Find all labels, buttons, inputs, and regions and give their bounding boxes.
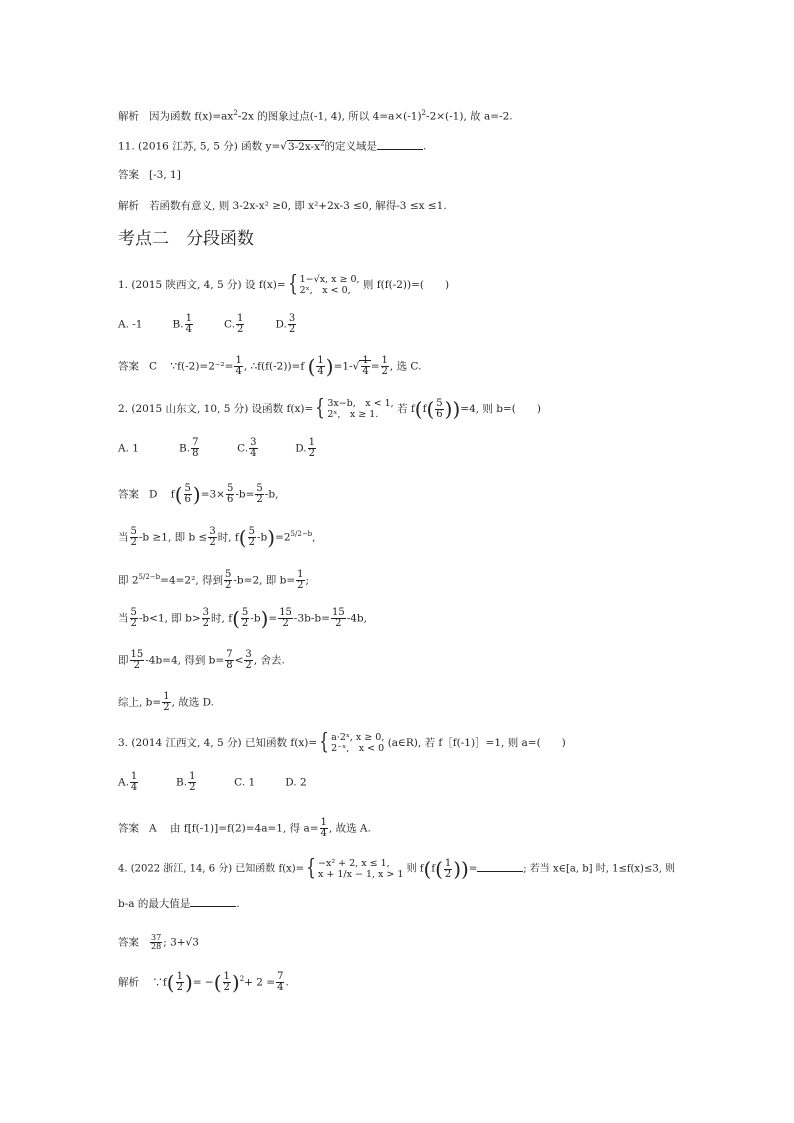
text-s2l4-n2: 7 [226, 649, 233, 660]
text-s2l1-n3: 5 [248, 526, 255, 537]
fraction [308, 438, 316, 459]
paren: ( [238, 525, 247, 550]
text-opt2-Cd: 4 [250, 448, 257, 459]
text-s2l3-b: -b<1, 即 b> [138, 612, 201, 625]
text-sol4-b: = − [192, 976, 214, 989]
text-ans1-lead: 答案 [118, 360, 139, 373]
text-ans4-d: 28 [151, 942, 162, 951]
text-opt3-D: D. 2 [285, 776, 307, 789]
solution-2-conclusion [118, 692, 214, 713]
text-opt2-Dn: 1 [308, 437, 316, 448]
text-s2l1-a: 当 [118, 531, 129, 544]
fraction [191, 438, 199, 459]
fraction [255, 484, 263, 505]
solution-11 [118, 199, 447, 213]
brace-icon: { [315, 396, 326, 421]
text-p0-lead: 解析 [118, 110, 139, 123]
text-q4-c: f [431, 863, 436, 875]
text-ans2-n1: 5 [184, 483, 191, 494]
text-ans3-letter: A [149, 822, 157, 835]
question-3 [118, 732, 566, 754]
text-s2l3-n5: 15 [331, 607, 345, 618]
sqrt-radicand [359, 355, 370, 377]
text-s2l2-sup: 5/2−b [138, 573, 161, 581]
text-ans1-d4: 2 [381, 366, 388, 377]
text-s2l3-c: 时, f [211, 612, 233, 625]
text-q4-b: 则 f [406, 863, 424, 875]
text-s2l2-d: ; [305, 574, 310, 587]
fraction [208, 527, 216, 548]
text-s2l2-n2: 1 [297, 569, 304, 580]
answer-blank [190, 896, 236, 907]
question-2: 2. (2015 山东文, 10, 5 分) 设函数 f(x)={ 3x−b, x < 1, 2ˣ, x ≥ 1. 若 f(f( $\frac{5}{6}$ ))=4, 则 b=( ) [118, 396, 541, 421]
text-q4-c2: x + 1/x − 1, x > 1 [318, 869, 404, 880]
text-s2l4-d1: 2 [133, 660, 141, 671]
text-s2l3-d1: 2 [130, 618, 137, 629]
text-sol4-d1: 2 [176, 982, 183, 993]
fraction [331, 608, 346, 629]
fraction [130, 650, 145, 671]
paren: ( [307, 354, 316, 379]
fraction [188, 772, 196, 793]
solution-previous [118, 106, 513, 124]
text-q11-b: 的定义域是 [324, 140, 378, 153]
text-q11-rad: 3-2x-x [287, 140, 321, 153]
text-sol4-n2: 1 [223, 971, 230, 982]
paren: ) [192, 482, 201, 507]
text-q11-a: 11. (2016 江苏, 5, 5 分) 函数 y= [118, 140, 281, 153]
fraction [226, 484, 234, 505]
options-1 [118, 314, 297, 335]
text-q3-c1: a·2ˣ, x ≥ 0, [331, 732, 385, 743]
text-ans1-d2: 4 [317, 366, 324, 377]
text-q2-d: 6 [436, 408, 443, 420]
text-s2l1-d2: 2 [209, 537, 216, 548]
text-ans1-n4: 1 [381, 355, 388, 366]
text-opt1-Dd: 2 [288, 324, 296, 335]
fraction [184, 484, 192, 505]
fraction [162, 692, 170, 713]
text-s2l1-d1: 2 [130, 537, 137, 548]
text-s2l3-n2: 3 [202, 607, 210, 618]
fraction [249, 438, 257, 459]
text-s2l2-b: =4=2², 得到 [160, 574, 223, 587]
text-p0-sup: 2 [421, 109, 427, 117]
text-q3-b: (a∈R), 若 f［f(-1)］=1, 则 a=( ) [387, 737, 566, 749]
paren: )) [453, 857, 469, 881]
text-sol4-a: ∵f [152, 976, 167, 989]
text-s2l1-e: =2 [275, 531, 291, 544]
text-ans4-a: ; 3+√3 [163, 936, 199, 949]
fraction [276, 972, 284, 993]
text-q2-n: 5 [436, 397, 443, 409]
text-ans1-n2: 1 [317, 355, 324, 366]
fraction [288, 314, 296, 335]
text-opt1-A: A. -1 [118, 318, 143, 331]
text-q4-d: 2 [444, 868, 452, 880]
text-opt2-D: D. [295, 442, 307, 455]
text-ans2-d2: 6 [226, 494, 234, 505]
text-opt3-B: B. [176, 776, 188, 789]
text-sol4-n3: 7 [277, 971, 284, 982]
text-q1-c2: 2ˣ, x < 0, [299, 285, 351, 296]
paren: ) [325, 354, 334, 379]
fraction [150, 934, 162, 951]
solution-2-case1 [118, 527, 316, 548]
paren: ( [435, 857, 443, 881]
sqrt-radicand [287, 140, 325, 153]
fraction [435, 399, 443, 420]
fraction [130, 527, 138, 548]
text-s2l1-b: -b ≥1, 即 b ≤ [138, 531, 208, 544]
text-ans3-lead: 答案 [118, 822, 139, 835]
text-ans4-lead: 答案 [118, 936, 139, 949]
text-q2-c2: 2ˣ, x ≥ 1. [327, 409, 379, 420]
text-ans2-d3: 2 [256, 494, 263, 505]
fraction [223, 972, 231, 993]
text-q3-a: 3. (2014 江西文, 4, 5 分) 已知函数 f(x)= [118, 737, 318, 749]
text-opt2-Dd: 2 [308, 448, 316, 459]
text-s2l3-n1: 5 [130, 607, 137, 618]
text-s2l3-n4: 15 [279, 607, 292, 618]
text-s2l1-n2: 3 [209, 526, 216, 537]
text-sol4-d2: 2 [223, 982, 230, 993]
text-q2-a: 2. (2015 山东文, 10, 5 分) 设函数 f(x)= [118, 403, 314, 415]
piecewise-cases [300, 274, 360, 296]
paren: ( [414, 397, 423, 421]
text-ans2-d1: 6 [184, 494, 191, 505]
text-s2l5-b: , 故选 D. [171, 696, 214, 709]
fraction [381, 356, 389, 377]
text-s2l3-e: = [268, 612, 278, 625]
text-opt3-Bn: 1 [189, 771, 196, 782]
text-s2l2-n1: 5 [225, 569, 232, 580]
fraction [316, 356, 324, 377]
text-ans2-a: f [170, 488, 175, 501]
text-ans1-n3: 1 [362, 355, 369, 366]
options-3 [118, 772, 307, 793]
piecewise-cases [327, 398, 393, 420]
text-s2l3-n3: 5 [241, 607, 249, 618]
question-4 [118, 858, 675, 880]
text-sol4-d3: 4 [277, 982, 284, 993]
text-ans1-n1: 1 [235, 355, 242, 366]
fraction [130, 772, 138, 793]
answer-4 [118, 934, 199, 951]
text-q1-b: 则 f(f(-2))=( ) [362, 279, 450, 291]
fraction [296, 570, 304, 591]
answer-11 [118, 168, 181, 182]
text-s2l2-d2: 2 [297, 580, 304, 591]
question-11: 11. (2016 江苏, 5, 5 分) 函数 $y=√3-2x-x^2$的定义域是 . [118, 139, 427, 153]
text-s2l4-d: , 舍去. [253, 654, 285, 667]
fraction [185, 314, 193, 335]
text-opt2-A: A. 1 [118, 442, 139, 455]
text-ans1-e: , 选 C. [389, 360, 422, 373]
text-opt1-Bd: 4 [185, 324, 192, 335]
text-s2l5-n: 1 [163, 691, 170, 702]
text-opt1-Bn: 1 [185, 313, 192, 324]
question-4-cont [118, 896, 240, 911]
text-opt2-Bd: 8 [192, 448, 199, 459]
text-s2l3-d4: 2 [282, 618, 289, 629]
text-opt3-An: 1 [130, 771, 138, 782]
text-opt2-Cn: 3 [250, 437, 257, 448]
text-opt3-A: A. [118, 776, 129, 789]
text-s2l4-c: < [234, 654, 244, 667]
paren: ( [166, 970, 175, 995]
text-sol11-lead: 解析 [118, 200, 139, 212]
text-ans4-n: 37 [151, 933, 162, 942]
text-ans3-a: 由 f[f(-1)]=f(2)=4a=1, 得 a= [169, 822, 319, 835]
text-ans2-lead: 答案 [118, 488, 139, 501]
paren: ) [267, 525, 276, 550]
text-ans11-text: [-3, 1] [149, 169, 181, 181]
text-q4b-b: . [236, 898, 240, 910]
text-q4b-a: b-a 的最大值是 [118, 898, 191, 910]
fraction [202, 608, 210, 629]
text-q4-c1: −x² + 2, x ≤ 1, [318, 858, 390, 869]
text-opt1-Dn: 3 [288, 313, 296, 324]
options-2 [118, 438, 317, 459]
text-ans3-n: 1 [320, 817, 327, 828]
piecewise-cases [318, 858, 403, 880]
solution-2-case2 [118, 608, 367, 629]
text-opt1-Cn: 1 [237, 313, 244, 324]
text-q1-a: 1. (2015 陕西文, 4, 5 分) 设 f(x)= [118, 279, 286, 291]
text-opt1-B: B. [172, 318, 184, 331]
text-sol4-c: + 2 = [244, 976, 276, 989]
paren: ( [426, 397, 435, 421]
text-ans2-n3: 5 [256, 483, 263, 494]
text-opt2-C: C. [237, 442, 249, 455]
text-s2l5-a: 综上, b= [118, 696, 162, 709]
text-ans3-d: 4 [320, 828, 327, 839]
text-q11-rad_sup: 2 [320, 139, 325, 147]
text-ans1-d3: 4 [362, 366, 369, 377]
paren: ) [184, 970, 193, 995]
paren: ) [231, 970, 240, 995]
text-sol4-sup: 2 [239, 975, 245, 983]
fraction [444, 859, 452, 880]
paren: ) [260, 606, 269, 631]
text-s2l1-d: -b [256, 531, 268, 544]
text-q2-b: 若 f [397, 403, 415, 415]
text-s2l3-d2: 2 [202, 618, 210, 629]
text-s2l4-d3: 2 [245, 660, 252, 671]
text-s2l3-d5: 2 [335, 618, 342, 629]
text-s2l4-d2: 8 [226, 660, 233, 671]
text-s2l4-b: -4b=4, 得到 b= [145, 654, 225, 667]
answer-1: 答案 C ∵f(-2)=2⁻²= $\frac{1}{4}$ , ∴f(f(-2))=f ( $\frac{1}{4}$ )=1-√ $\frac{1}{4}$ = $\frac{1}{2}$ , 选 C. [118, 354, 422, 379]
text-s2l1-f: , [312, 531, 316, 544]
text-opt1-C: C. [224, 318, 236, 331]
text-ans2-c: -b= [235, 488, 255, 501]
text-opt1-Cd: 2 [237, 324, 244, 335]
text-opt3-Bd: 2 [189, 782, 196, 793]
fraction [244, 650, 252, 671]
fraction [234, 356, 242, 377]
text-s2l3-g: -4b, [346, 612, 367, 625]
section-heading: 考点二 分段函数 [118, 229, 254, 249]
fraction [241, 608, 249, 629]
text-s2l3-f: -3b-b= [293, 612, 330, 625]
brace-icon: { [319, 730, 330, 755]
text-s2l5-d: 2 [163, 702, 170, 713]
paren: ( [213, 970, 222, 995]
text-ans1-letter: C [149, 360, 158, 373]
fraction [320, 818, 328, 839]
solution-2-case2b [118, 650, 285, 671]
text-ans2-b: =3× [200, 488, 225, 501]
question-1 [118, 274, 449, 296]
brace-icon: { [306, 856, 316, 881]
text-ans1-d1: 4 [235, 366, 242, 377]
text-s2l1-c: 时, f [217, 531, 239, 544]
paren: ( [174, 482, 183, 507]
text-s2l2-c: -b=2, 即 b= [233, 574, 296, 587]
text-ans1-c: =1- [333, 360, 353, 373]
text-s2l2-a: 即 2 [118, 574, 139, 587]
text-ans3-b: , 故选 A. [328, 822, 371, 835]
answer-3 [118, 818, 371, 839]
fraction [225, 650, 233, 671]
fraction [278, 608, 293, 629]
text-sol4-n1: 1 [176, 971, 183, 982]
text-ans2-letter: D [149, 488, 158, 501]
text-opt3-C: C. 1 [234, 776, 256, 789]
text-sol4-lead: 解析 [118, 976, 139, 989]
text-p0-sup: 2 [233, 109, 238, 117]
text-s2l1-n1: 5 [130, 526, 137, 537]
text-q1-c1: 1−√x, x ≥ 0, [299, 274, 360, 285]
fraction [248, 527, 256, 548]
text-ans1-a: ∵f(-2)=2⁻²= [170, 360, 234, 373]
text-s2l3-a: 当 [118, 612, 129, 625]
text-q2-c1: 3x−b, x < 1, [327, 398, 394, 409]
text-s2l4-a: 即 [118, 654, 129, 667]
text-q4-f: ; 若当 x∈[a, b] 时, 1≤f(x)≤3, 则 [523, 863, 676, 875]
text-p0-c: -2×(-1), 故 a=-2. [426, 110, 513, 123]
answer-blank [477, 861, 523, 872]
text-q2-c: =4, 则 b=( ) [460, 403, 541, 415]
text-q3-c2: 2⁻ˣ, x < 0 [331, 743, 385, 754]
text-p0-b: -2x 的图象过点(-1, 4), 所以 4=a×(-1) [237, 110, 422, 123]
fraction [224, 570, 232, 591]
fraction [361, 356, 369, 377]
piecewise-cases [331, 732, 384, 754]
text-q4-n: 1 [444, 857, 452, 869]
text-p0-a: 因为函数 f(x)=ax [149, 110, 234, 123]
fraction [236, 314, 244, 335]
text-s2l1-d3: 2 [248, 537, 255, 548]
text-opt2-B: B. [179, 442, 191, 455]
text-s2l3-d3: 2 [241, 618, 249, 629]
text-q4-a: 4. (2022 浙江, 14, 6 分) 已知函数 f(x)= [118, 863, 305, 875]
text-s2l3-d: -b [250, 612, 261, 625]
text-opt2-Bn: 7 [192, 437, 199, 448]
fraction [176, 972, 184, 993]
answer-2 [118, 484, 278, 505]
answer-blank [377, 139, 423, 150]
paren: ( [423, 857, 432, 881]
brace-icon: { [287, 272, 298, 297]
solution-2-case1b [118, 570, 309, 591]
text-opt1-D: D. [275, 318, 287, 331]
text-ans11-lead: 答案 [118, 169, 139, 181]
paren: )) [444, 397, 461, 421]
text-q4-e: = [468, 863, 478, 875]
text-s2l2-d1: 2 [225, 580, 232, 591]
text-sol11-text: 若函数有意义, 则 3-2x-x² ≥0, 即 x²+2x-3 ≤0, 解得-3 ≤x ≤1. [149, 200, 447, 212]
text-ans2-d: -b, [264, 488, 279, 501]
text-s2l4-n1: 15 [130, 649, 144, 660]
text-sol4-d: . [285, 976, 289, 989]
solution-4 [118, 972, 289, 993]
text-q11-c: . [423, 140, 427, 153]
text-s2l1-sup: 5/2−b [290, 530, 313, 538]
text-s2l4-n3: 3 [245, 649, 252, 660]
text-opt3-Ad: 4 [130, 782, 138, 793]
text-ans1-b: , ∴f(f(-2))=f [243, 360, 305, 373]
text-ans2-n2: 5 [226, 483, 234, 494]
fraction [130, 608, 138, 629]
paren: ( [232, 606, 240, 631]
